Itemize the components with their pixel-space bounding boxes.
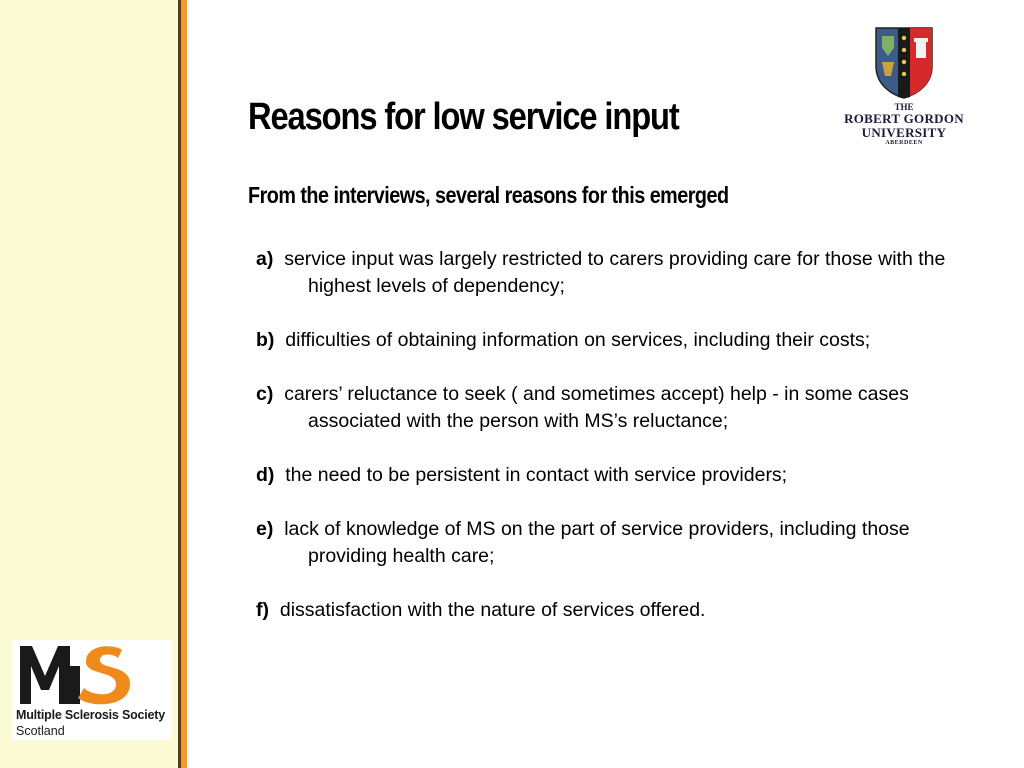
list-item-marker: a) xyxy=(256,248,274,270)
list-item-text: service input was largely restricted to carers providing care for those with the highest levels of dependency; xyxy=(284,248,946,297)
list-item-marker: f) xyxy=(256,599,269,621)
list-item-text: lack of knowledge of MS on the part of service providers, including those providing health care; xyxy=(284,518,910,567)
ms-society-region: Scotland xyxy=(16,724,65,738)
list-item xyxy=(256,462,986,489)
list-item-text: difficulties of obtaining information on services, including their costs; xyxy=(285,329,871,351)
slide-title: Reasons for low service input xyxy=(248,96,679,138)
list-item-marker: d) xyxy=(256,464,275,486)
side-divider-orange xyxy=(181,0,187,768)
rgu-logo-line-aberdeen: ABERDEEN xyxy=(885,140,923,146)
list-item-text: dissatisfaction with the nature of services offered. xyxy=(279,599,706,621)
slide-subtitle: From the interviews, several reasons for this emerged xyxy=(248,182,729,208)
list-item-marker: e) xyxy=(256,518,274,540)
list-item xyxy=(256,381,986,435)
ms-society-name: Multiple Sclerosis Society xyxy=(16,708,166,722)
list-item xyxy=(256,516,986,570)
ms-logo-mark-icon xyxy=(18,642,138,706)
list-item-marker: b) xyxy=(256,329,275,351)
rgu-logo-line-the: THE xyxy=(894,102,914,112)
university-crest-icon xyxy=(874,26,934,100)
rgu-logo-line-university: UNIVERSITY xyxy=(861,125,947,140)
rgu-logo-line-robert-gordon: ROBERT GORDON xyxy=(844,111,964,126)
list-item-text: the need to be persistent in contact with service providers; xyxy=(285,464,788,486)
robert-gordon-university-logo xyxy=(838,22,970,152)
list-item xyxy=(256,327,986,354)
list-item-marker: c) xyxy=(256,383,274,405)
reasons-list xyxy=(256,246,986,651)
list-item xyxy=(256,246,986,300)
list-item xyxy=(256,597,986,624)
list-item-text: carers’ reluctance to seek ( and sometimes accept) help - in some cases associated with the person with MS’s reluctance; xyxy=(284,383,909,432)
ms-society-logo xyxy=(12,640,172,740)
